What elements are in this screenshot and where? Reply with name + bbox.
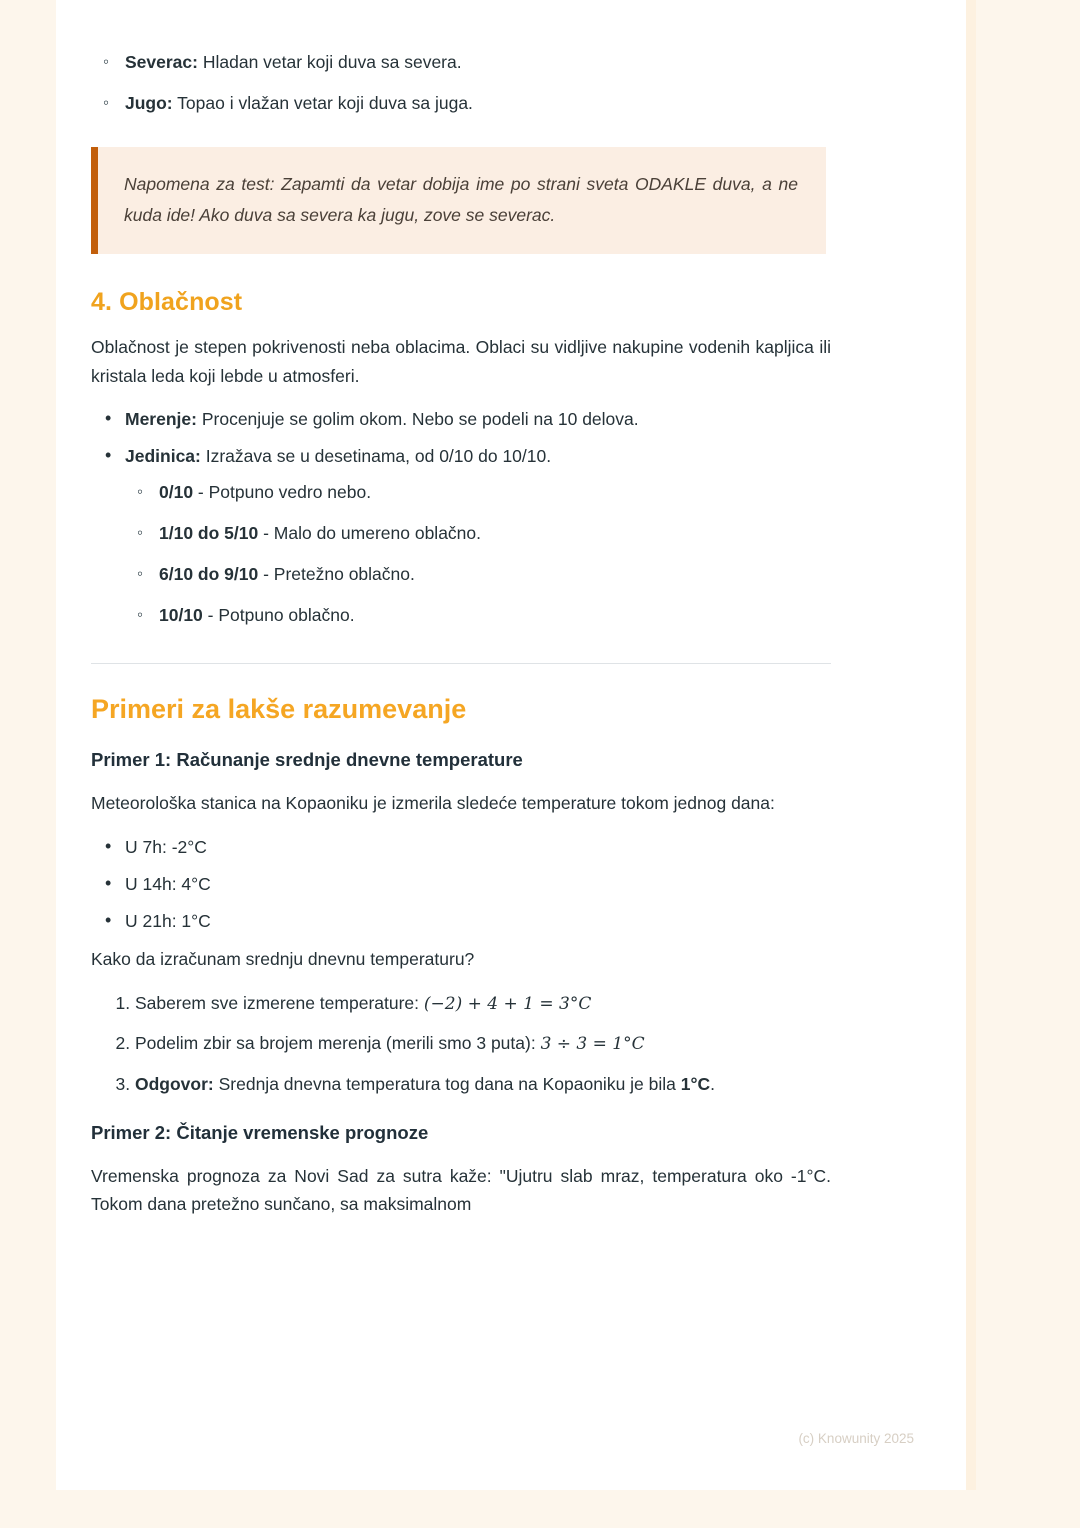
list-item <box>135 1029 831 1058</box>
step-math: 3 ÷ 3 = 1°C <box>540 1034 645 1055</box>
example1-steps-list <box>91 989 831 1097</box>
document-content <box>91 48 831 1218</box>
list-item <box>125 48 831 76</box>
list-item <box>159 519 831 547</box>
list-item-text: Topao i vlažan vetar koji duva sa juga. <box>172 93 473 113</box>
note-callout <box>91 147 826 254</box>
list-item: • U 14h: 4°C <box>125 871 831 898</box>
list-item <box>135 989 831 1018</box>
cloud-scale-list <box>125 478 831 629</box>
list-item-text: Procenjuje se golim okom. Nebo se podeli na 10 delova. <box>196 408 639 429</box>
example1-intro: Meteorološka stanica na Kopaoniku je izmerila sledeće temperature tokom jednog dana: <box>91 793 775 814</box>
step-text: Podelim zbir sa brojem merenja (merili smo 3 puta): <box>135 1033 541 1054</box>
cloud-measure-list <box>91 406 831 629</box>
list-item <box>159 478 831 506</box>
list-item-term: 0/10 <box>159 482 194 503</box>
list-item <box>135 1070 831 1098</box>
list-item-text: Izražava se u desetinama, od 0/10 do 10/10. <box>200 446 552 467</box>
list-item-term: Severac: <box>125 52 198 72</box>
list-item-term: Jugo: <box>125 93 173 113</box>
list-item <box>125 443 831 629</box>
step-tail: . <box>710 1073 715 1094</box>
list-item <box>125 406 831 433</box>
section-heading-primeri: Primeri za lakše razumevanje <box>91 694 467 725</box>
example1-question: Kako da izračunam srednju dnevnu temperaturu? <box>91 948 475 969</box>
list-item-text: - Malo do umereno oblačno. <box>258 523 482 544</box>
list-item-text: Hladan vetar koji duva sa severa. <box>197 52 462 72</box>
step-math: (−2) + 4 + 1 = 3°C <box>423 994 592 1015</box>
page-edge-decoration <box>966 0 976 1490</box>
example1-measurements-list <box>91 834 831 935</box>
section-heading-oblacnost: 4. Oblačnost <box>91 288 243 317</box>
wind-types-list <box>91 48 831 117</box>
list-item <box>125 89 831 117</box>
list-item-term: 10/10 <box>159 605 203 626</box>
list-item: • U 21h: 1°C <box>125 908 831 935</box>
example2-title: Primer 2: Čitanje vremenske prognoze <box>91 1121 429 1143</box>
document-page <box>56 0 976 1490</box>
example1-title: Primer 1: Računanje srednje dnevne temperature <box>91 749 523 771</box>
step-answer: 1°C <box>680 1073 711 1094</box>
section-paragraph-oblacnost: Oblačnost je stepen pokrivenosti neba oblacima. Oblaci su vidljive nakupine vodenih kapljica ili kristala leda koji lebde u atmosferi. <box>91 337 831 386</box>
list-item <box>159 560 831 588</box>
note-callout-text: Napomena za test: Zapamti da vetar dobija ime po strani sveta ODAKLE duva, a ne kuda ide! Ako duva sa severa ka jugu, zove se severac. <box>124 174 798 225</box>
example2-paragraph: Vremenska prognoza za Novi Sad za sutra kaže: "Ujutru slab mraz, temperatura oko -1°C. Tokom dana pretežno sunčano, sa maksimalnom <box>91 1165 831 1214</box>
list-item-term: 1/10 do 5/10 <box>159 523 259 544</box>
list-item-term: 6/10 do 9/10 <box>159 564 259 585</box>
step-text: Srednja dnevna temperatura tog dana na Kopaoniku je bila <box>213 1073 681 1094</box>
step-text: Saberem sve izmerene temperature: <box>135 993 424 1014</box>
step-lead: Odgovor: <box>135 1073 214 1094</box>
list-item-term: Merenje: <box>125 408 197 429</box>
list-item-text: - Potpuno oblačno. <box>202 605 355 626</box>
watermark: (c) Knowunity 2025 <box>798 1431 914 1446</box>
list-item <box>159 601 831 629</box>
list-item-text: - Pretežno oblačno. <box>258 564 415 585</box>
list-item-term: Jedinica: <box>125 446 201 467</box>
list-item: • U 7h: -2°C <box>125 834 831 861</box>
list-item-text: - Potpuno vedro nebo. <box>193 482 372 503</box>
section-divider <box>91 663 831 664</box>
